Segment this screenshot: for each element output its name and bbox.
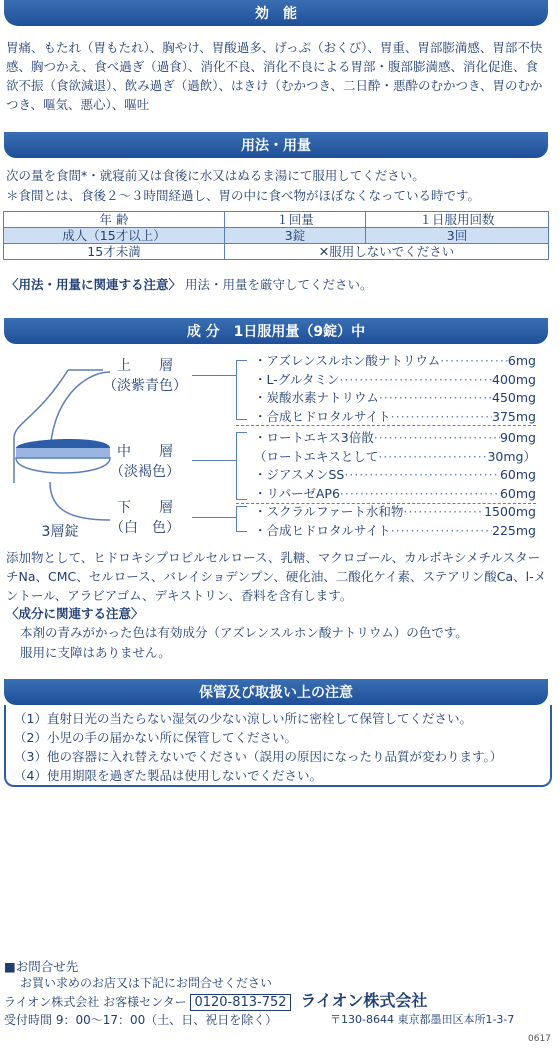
- ingredient-name: ・ジアスメンSS: [254, 467, 345, 482]
- ingredient-name: ・L-グルタミン: [254, 371, 340, 387]
- ingredient-name: ・リパーゼAP6: [254, 485, 340, 501]
- connector-line: [192, 375, 236, 376]
- ingredient-amount: 6mg: [507, 353, 536, 368]
- ingredient-name: ・炭酸水素ナトリウム: [254, 390, 379, 405]
- storage-heading: 保管及び取扱い上の注意: [4, 679, 548, 705]
- ingredient-amount: 30mg）: [487, 448, 536, 464]
- additives-text: 添加物として、ヒドロキシプロピルセルロース、乳糖、マクロゴール、カルボキシメチルスターチNa、CMC、セルロース、バレイショデンプン、硬化油、二酸化ケイ素、ステアリン酸Ca、l-メントール、アラビアゴム、デキストリン、香料を含有します。: [6, 550, 547, 603]
- ingredient-group-top: [254, 352, 536, 426]
- ingredient-row: [254, 522, 536, 541]
- layer-middle: [100, 442, 190, 482]
- dosage-heading: 用法・用量: [4, 132, 548, 158]
- layer-bottom-color: （白 色）: [110, 520, 180, 536]
- layer-top: [100, 356, 190, 396]
- table-header: 年 齢: [4, 212, 225, 228]
- dosage-table: [3, 211, 549, 260]
- layer-top-name: 上 層: [117, 358, 173, 374]
- table-header: １日服用回数: [366, 212, 549, 228]
- ingredient-amount: 225mg: [492, 522, 536, 538]
- brace: [236, 506, 247, 532]
- dosage-note: [6, 275, 548, 294]
- ingredient-amount: 400mg: [492, 371, 536, 387]
- dosage-note-text: 用法・用量を厳守してください。: [185, 277, 373, 292]
- storage-item: （4）使用期限を過ぎた製品は使用しないでください。: [14, 768, 322, 783]
- ingredient-name: ・スクラルファート水和物: [254, 504, 404, 519]
- ingredient-amount: 450mg: [492, 390, 536, 405]
- dosage-line2: ＊食間とは、食後２～３時間経過し、胃の中に食べ物がほぼなくなっている時です。: [6, 188, 481, 203]
- ingredient-amount: 90mg: [499, 430, 536, 445]
- layer-bottom: [100, 498, 190, 538]
- ingredient-note-label: 〈成分に関連する注意〉: [6, 606, 144, 621]
- company-logo: ライオン株式会社: [300, 991, 428, 1010]
- ingredient-name: ・合成ヒドロタルサイト: [254, 522, 391, 538]
- tablet-label: 3層錠: [41, 524, 79, 540]
- ingredient-note-line1: 本剤の青みがかった色は有効成分（アズレンスルホン酸ナトリウム）の色です。: [20, 625, 468, 640]
- dosage-line1: 次の量を食間*・就寝前又は食後に水又はぬるま湯にて服用してください。: [6, 168, 425, 183]
- brace: [236, 432, 247, 500]
- efficacy-heading: 効 能: [4, 0, 548, 26]
- storage-item: （1）直射日光の当たらない湿気の少ない涼しい所に密栓して保管してください。: [14, 711, 472, 726]
- ingredient-row: [254, 466, 536, 485]
- contact-line1: お買い求めのお店又は下記にお問合せください: [20, 976, 273, 990]
- brace: [236, 360, 247, 420]
- ingredient-group-bottom: [254, 503, 536, 540]
- connector-line: [192, 460, 236, 461]
- storage-item: （3）他の容器に入れ替えないでください（誤用の原因になったり品質が変わります。）: [14, 749, 503, 764]
- contact-address: 〒130-8644 東京都墨田区本所1-3-7: [330, 1013, 515, 1026]
- ingredient-group-middle: [254, 429, 536, 503]
- layer-middle-color: （淡褐色）: [110, 464, 180, 480]
- dosage-note-label: 〈用法・用量に関連する注意〉: [6, 277, 182, 292]
- ingredient-row: [254, 371, 536, 390]
- contact-title: ■お問合せ先: [4, 959, 79, 974]
- ingredient-row: [254, 448, 536, 467]
- product-code: 0617: [528, 1034, 551, 1044]
- ingredient-name: ・ロートエキス3倍散: [254, 430, 374, 445]
- table-cell: 15才未満: [4, 244, 225, 260]
- efficacy-text: 胃痛、もたれ（胃もたれ）、胸やけ、胃酸過多、げっぷ（おくび）、胃重、胃部膨満感、胃部不快感、胸つかえ、食べ過ぎ（過食）、消化不良、消化不良による胃部・腹部膨満感、消化促進、食欲不振（食欲減退）、飲み過ぎ（過飲）、はきけ（むかつき、二日酔・悪酔のむかつき、胃のむかつき、嘔気、悪心）、嘔吐: [6, 40, 543, 112]
- phone-number: 0120-813-752: [190, 994, 290, 1011]
- ingredient-amount: 60mg: [499, 467, 536, 482]
- ingredient-name: ・アズレンスルホン酸ナトリウム: [254, 353, 441, 368]
- ingredient-amount: 1500mg: [484, 504, 536, 519]
- ingredient-name: ・合成ヒドロタルサイト: [254, 408, 391, 424]
- ingredient-row: [254, 389, 536, 408]
- ingredient-amount: 375mg: [492, 408, 536, 424]
- layer-top-color: （淡紫青色）: [103, 378, 187, 394]
- table-header: １回量: [225, 212, 366, 228]
- connector-line: [192, 517, 236, 518]
- table-cell: 3錠: [225, 228, 366, 244]
- table-cell: 3回: [366, 228, 549, 244]
- ingredients-heading: 成 分 1日服用量（9錠）中: [4, 318, 548, 344]
- ingredient-row: [254, 352, 536, 371]
- ingredient-row: [254, 485, 536, 504]
- table-cell: 成人（15才以上）: [4, 228, 225, 244]
- ingredient-row: [254, 503, 536, 522]
- layer-bottom-name: 下 層: [117, 500, 173, 516]
- ingredient-note-line2: 服用に支障はありません。: [20, 645, 171, 660]
- storage-item: （2）小児の手の届かない所に保管してください。: [14, 730, 297, 745]
- storage-box: [4, 705, 552, 787]
- layer-middle-name: 中 層: [117, 444, 173, 460]
- ingredient-row: [254, 429, 536, 448]
- ingredient-name: （ロートエキスとして: [254, 448, 379, 464]
- table-cell: ✕服用しないでください: [225, 244, 549, 260]
- contact-hours: 受付時間 9：00～17：00（土、日、祝日を除く）: [4, 1013, 278, 1027]
- ingredient-amount: 60mg: [499, 485, 536, 501]
- ingredient-row: [254, 408, 536, 427]
- contact-center-row: [4, 992, 427, 1012]
- contact-center: ライオン株式会社 お客様センター: [4, 995, 187, 1009]
